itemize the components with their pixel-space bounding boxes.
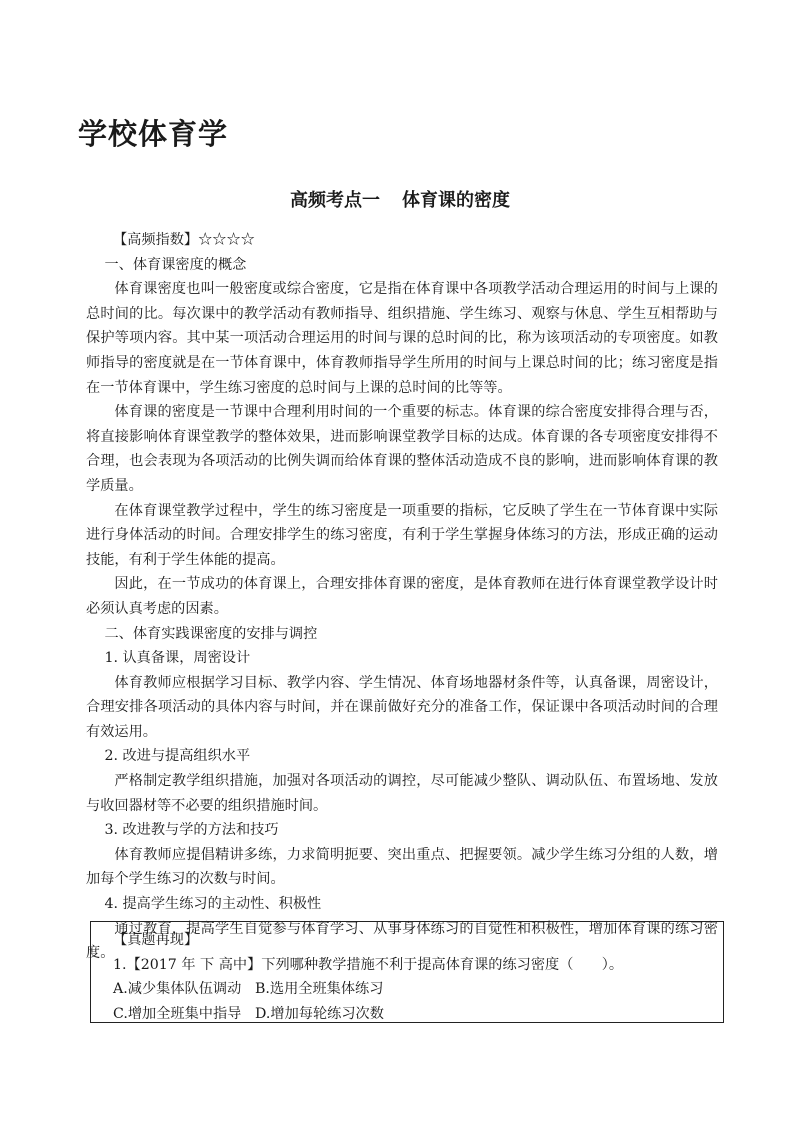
section-title-prefix: 高频考点一 [290, 190, 380, 211]
exam-question-box [90, 921, 724, 1023]
item-title: 2. 改进与提高组织水平 [104, 748, 251, 765]
item-title: 3. 改进教与学的方法和技巧 [104, 822, 279, 839]
exam-options-row [113, 977, 713, 1002]
item-text: 体育教师应根据学习目标、教学内容、学生情况、体育场地器材条件等，认真备课，周密设计，合理安排各项活动的具体内容与时间，并在课前做好充分的准备工作，保证课中各项活动时间的合理有效运用。 [86, 674, 718, 740]
item-title: 1. 认真备课，周密设计 [104, 650, 251, 667]
item-text: 通过教育，提高学生自觉参与体育学习、从事身体练习的自觉性和积极性，增加体育课的练习密度。 [86, 920, 718, 962]
frequency-stars: ☆☆☆☆ [198, 232, 255, 248]
heading-concept: 一、体育课密度的概念 [104, 256, 247, 273]
exam-box-heading: 【真题再现】 [113, 932, 199, 948]
document-title: 学校体育学 [78, 117, 229, 151]
section-title [0, 186, 800, 212]
paragraph: 体育课密度也叫一般密度或综合密度，它是指在体育课中各项教学活动合理运用的时间与上课的总时间的比。每次课中的教学活动有教师指导、组织措施、学生练习、观察与休息、学生互相帮助与保护等项内容。其中某一项活动合理运用的时间与课的总时间的比，称为该项活动的专项密度。如教师指导的密度就是在一节体育课中，体育教师指导学生所用的时间与上课总时间的比；练习密度是指在一节体育课中，学生练习密度的总时间与上课的总时间的比等等。 [86, 281, 718, 396]
frequency-line [86, 228, 718, 253]
item-text: 体育教师应提倡精讲多练，力求简明扼要、突出重点、把握要领。减少学生练习分组的人数，增加每个学生练习的次数与时间。 [86, 846, 718, 888]
exam-question: 1.【2017 年 下 高中】下列哪种教学措施不利于提高体育课的练习密度（ ）。 [113, 956, 624, 973]
exam-options-row [113, 1002, 713, 1027]
paragraph: 因此，在一节成功的体育课上，合理安排体育课的密度，是体育教师在进行体育课堂教学设计时必须认真考虑的因素。 [86, 576, 718, 617]
option-a: A.减少集体队伍调动 [113, 981, 242, 998]
item-text: 严格制定教学组织措施，加强对各项活动的调控，尽可能减少整队、调动队伍、布置场地、发放与收回器材等不必要的组织措施时间。 [86, 773, 718, 814]
paragraph: 在体育课堂教学过程中，学生的练习密度是一项重要的指标，它反映了学生在一节体育课中实际进行身体活动的时间。合理安排学生的练习密度，有利于学生掌握身体练习的方法，形成正确的运动技能，有利于学生体能的提高。 [86, 502, 718, 568]
document-body [86, 228, 718, 966]
frequency-label: 【高频指数】 [112, 232, 199, 248]
option-b: B.选用全班集体练习 [255, 981, 384, 998]
paragraph: 体育课的密度是一节课中合理利用时间的一个重要的标志。体育课的综合密度安排得合理与否，将直接影响体育课堂教学的整体效果，进而影响课堂教学目标的达成。体育课的各专项密度安排得不合理，也会表现为各项活动的比例失调而给体育课的整体活动造成不良的影响，进而影响体育课的教学质量。 [86, 404, 718, 494]
option-c: C.增加全班集中指导 [113, 1005, 242, 1022]
option-d: D.增加每轮练习次数 [255, 1005, 384, 1022]
heading-arrangement: 二、体育实践课密度的安排与调控 [104, 625, 318, 642]
section-title-text: 体育课的密度 [402, 190, 510, 211]
item-title: 4. 提高学生练习的主动性、积极性 [104, 896, 322, 913]
